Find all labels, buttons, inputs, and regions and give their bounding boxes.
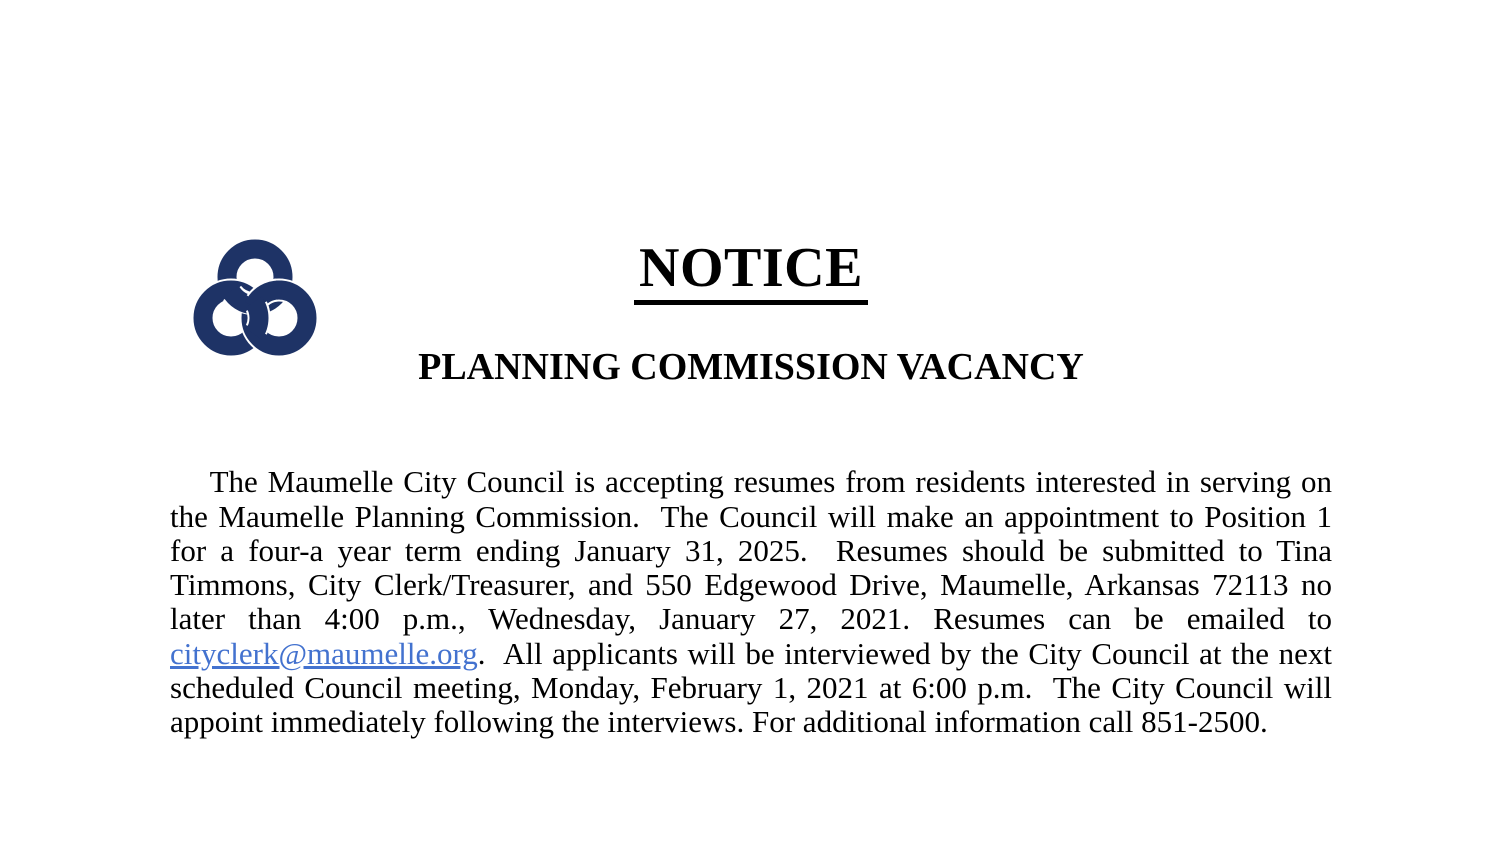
notice-body-paragraph <box>170 431 1340 774</box>
notice-title-row <box>0 239 1502 305</box>
notice-title: NOTICE <box>634 239 868 305</box>
notice-subtitle-row <box>0 344 1502 390</box>
email-link[interactable]: cityclerk@maumelle.org <box>170 635 478 671</box>
notice-subtitle: PLANNING COMMISSION VACANCY <box>418 346 1084 388</box>
body-text-before-link: The Maumelle City Council is accepting resumes from residents interested in serving on the Maumelle Planning Commission. The Council will make an appointment to Position 1 for a four-a year term ending January 31, 2025. Resumes should be submitted to Tina Timmons, City Clerk/Treasurer, and 550 Edgewood Drive, Maumelle, Arkansas 72113 no later than 4:00 p.m., Wednesday, January 27, 2021. Resumes can be emailed to <box>170 464 1340 637</box>
body-text-after-link: . All applicants will be interviewed by the City Council at the next scheduled Council meeting, Monday, February 1, 2021 at 6:00 p.m. The City Council will appoint immediately following the interviews. For additional information call 851-2500. <box>170 635 1340 740</box>
